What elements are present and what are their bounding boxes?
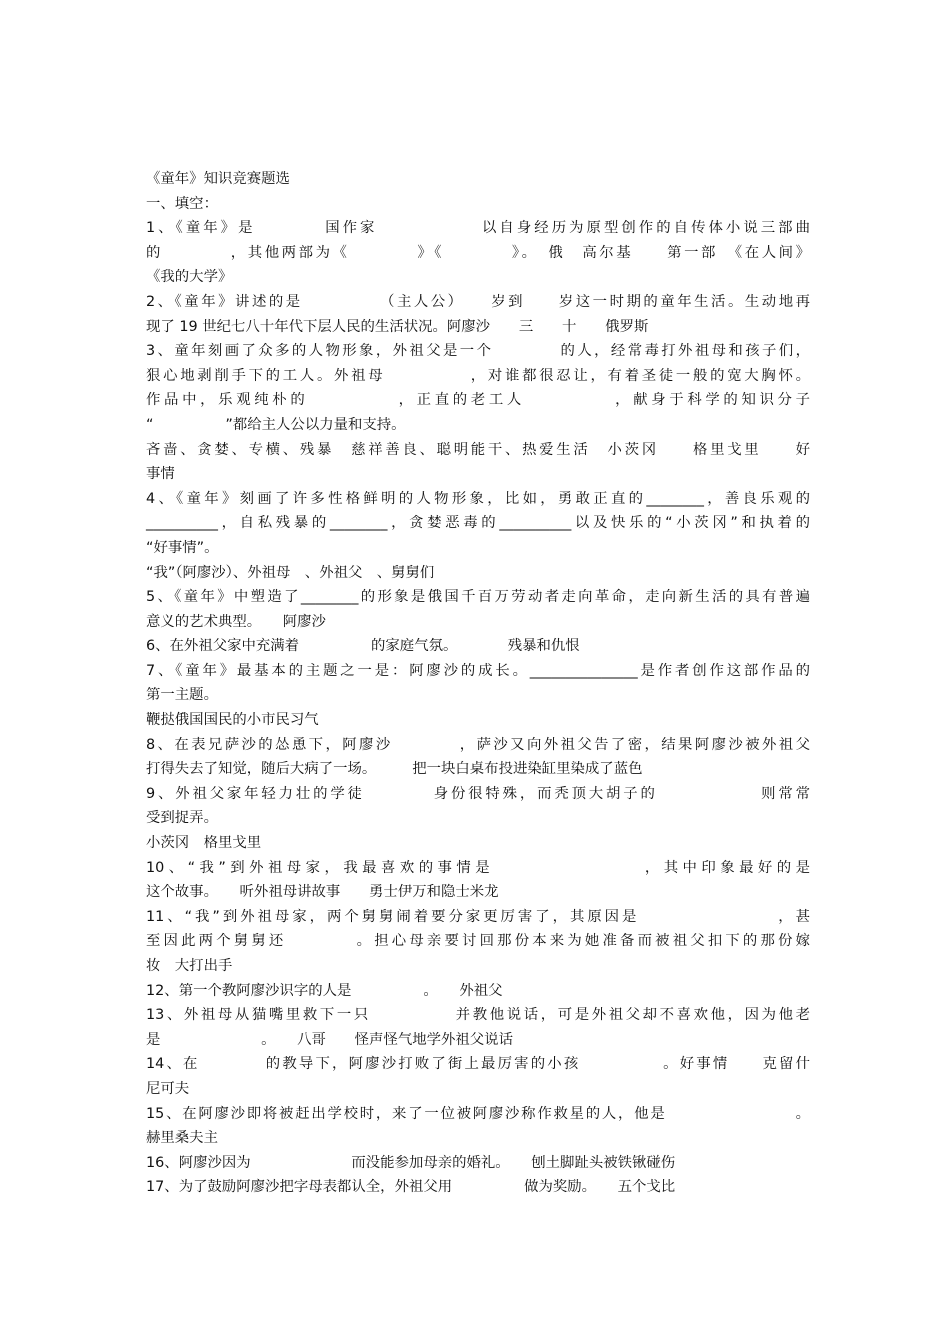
question-4-line-2: __________，自私残暴的________，贪婪恶毒的__________以及快乐的“小茨冈”和执着的: [146, 515, 810, 532]
question-1-line-2: 的 ，其他两部为《 》《 》。 俄 高尔基 第一部 《在人间》: [146, 244, 810, 261]
question-4-line-1: 4、《童年》刻画了许多性格鲜明的人物形象，比如，勇敢正直的________，善良乐观的: [146, 490, 810, 507]
question-14-line-1: 14、在 的教导下，阿廖沙打败了街上最厉害的小孩 。好事情 克留什: [146, 1056, 810, 1073]
question-15-line-2: 赫里桑夫主: [146, 1130, 218, 1147]
question-13-line-2: 是 。 八哥 怪声怪气地学外祖父说话: [146, 1031, 513, 1048]
section-heading: 一、填空：: [146, 195, 218, 212]
question-7-line-1: 7、《童年》最基本的主题之一是：阿廖沙的成长。_______________是作者创作这部作品的: [146, 662, 810, 679]
question-16: 16、阿廖沙因为 而没能参加母亲的婚礼。 刨土脚趾头被铁锹碰伤: [146, 1154, 676, 1171]
question-2-line-1: 2、《童年》讲述的是 （主人公） 岁到 岁这一时期的童年生活。生动地再: [146, 293, 810, 310]
question-3-line-2: 狠心地剥削手下的工人。外祖母 ，对谁都很忍让，有着圣徒一般的宽大胸怀。: [146, 367, 810, 384]
question-7-line-2: 第一主题。: [146, 687, 218, 704]
question-9-answer: 小茨冈 格里戈里: [146, 835, 262, 852]
question-11-line-3: 妆 大打出手: [146, 958, 233, 974]
question-2-line-2: 现了 19 世纪七八十年代下层人民的生活状况。阿廖沙 三 十 俄罗斯: [146, 318, 649, 335]
question-9-line-2: 受到捉弄。: [146, 810, 218, 827]
question-3-answer-2: 事情: [146, 466, 175, 483]
question-3-line-4: “ ”都给主人公以力量和支持。: [146, 416, 406, 433]
question-8-line-1: 8、在表兄萨沙的怂恿下，阿廖沙 ，萨沙又向外祖父告了密，结果阿廖沙被外祖父: [146, 736, 810, 753]
question-3-line-1: 3、童年刻画了众多的人物形象，外祖父是一个 的人，经常毒打外祖母和孩子们，: [146, 343, 810, 360]
question-12: 12、第一个教阿廖沙识字的人是 。 外祖父: [146, 982, 503, 999]
document-title: 《童年》知识竞赛题选: [146, 171, 290, 187]
question-6: 6、在外祖父家中充满着 的家庭气氛。 残暴和仇恨: [146, 638, 580, 655]
question-15-line-1: 15、在阿廖沙即将被赶出学校时，来了一位被阿廖沙称作救星的人，他是 。: [146, 1105, 810, 1122]
question-14-line-2: 尼可夫: [146, 1080, 190, 1097]
question-5-line-1: 5、《童年》中塑造了________的形象是俄国千百万劳动者走向革命，走向新生活的具有普遍: [146, 589, 810, 606]
question-10-line-2: 这个故事。 听外祖母讲故事 勇士伊万和隐士米龙: [146, 884, 499, 901]
question-4-answer: “我”（阿廖沙）、外祖母 、外祖父 、舅舅们: [146, 564, 435, 581]
question-17: 17、为了鼓励阿廖沙把字母表都认全，外祖父用 做为奖励。 五个戈比: [146, 1179, 676, 1196]
question-3-line-3: 作品中，乐观纯朴的 ，正直的老工人 ，献身于科学的知识分子: [146, 392, 810, 409]
question-7-answer: 鞭挞俄国国民的小市民习气: [146, 712, 319, 729]
question-10-line-1: 10、“我”到外祖母家，我最喜欢的事情是 ，其中印象最好的是: [146, 859, 810, 876]
question-11-line-1: 11、“我”到外祖母家，两个舅舅闹着要分家更厉害了，其原因是 ，甚: [146, 908, 810, 925]
question-3-answer-1: 吝啬、贪婪、专横、残暴 慈祥善良、聪明能干、热爱生活 小茨冈 格里戈里 好: [146, 441, 810, 458]
question-1-line-3: 《我的大学》: [146, 269, 233, 286]
question-4-line-3: “好事情”。: [146, 539, 219, 556]
question-5-line-2: 意义的艺术典型。 阿廖沙: [146, 613, 326, 630]
question-1-line-1: 1、《童年》是 国作家 以自身经历为原型创作的自传体小说三部曲: [146, 220, 810, 237]
question-8-line-2: 打得失去了知觉，随后大病了一场。 把一块白桌布投进染缸里染成了蓝色: [146, 761, 643, 778]
question-9-line-1: 9、外祖父家年轻力壮的学徒 身份很特殊，而秃顶大胡子的 则常常: [146, 785, 810, 802]
question-11-line-2: 至因此两个舅舅还 。担心母亲要讨回那份本来为她准备而被祖父扣下的那份嫁: [146, 933, 810, 950]
question-13-line-1: 13、外祖母从猫嘴里救下一只 并教他说话，可是外祖父却不喜欢他，因为他老: [146, 1007, 810, 1024]
quiz-document: [146, 167, 810, 1200]
